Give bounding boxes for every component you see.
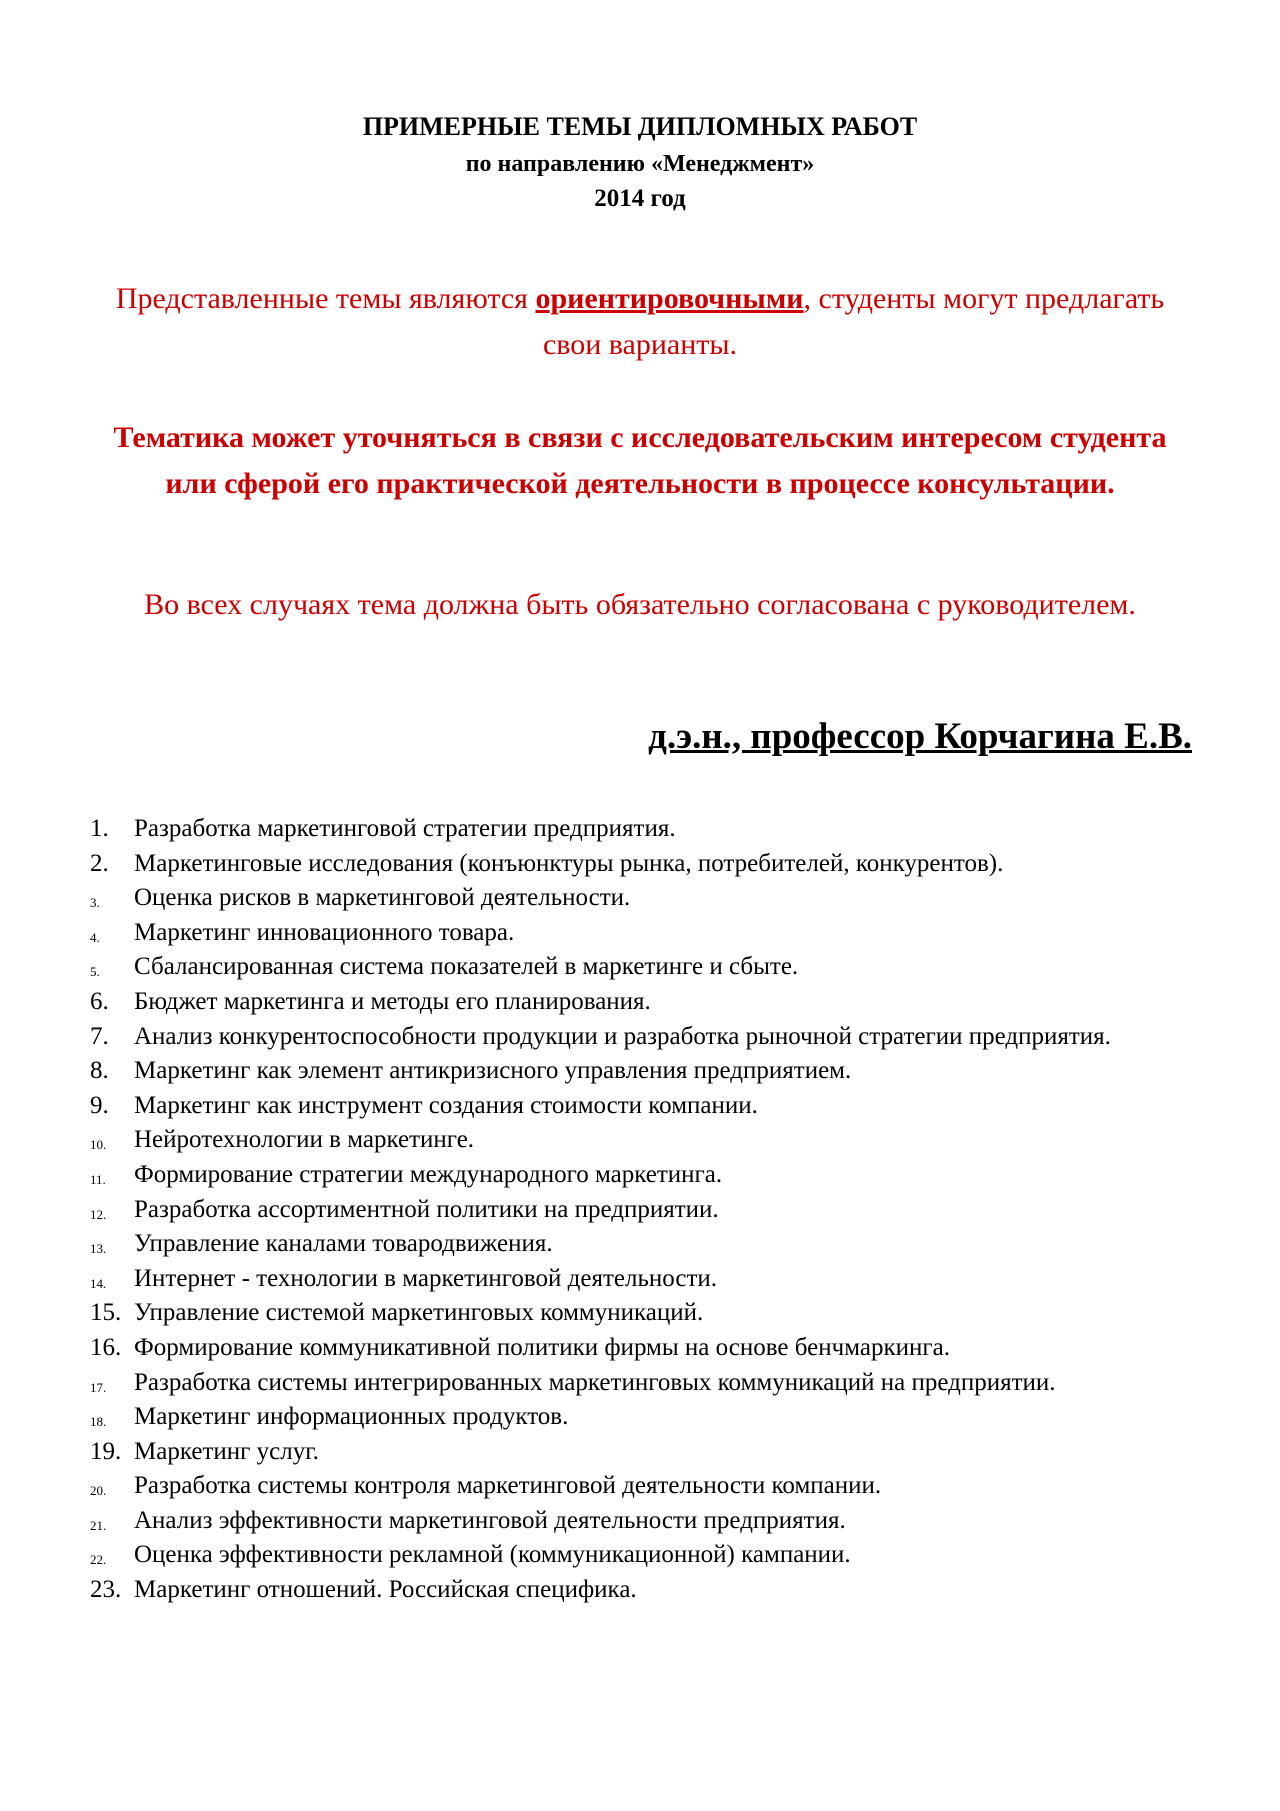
- list-item-text: Нейротехнологии в маркетинге.: [134, 1126, 475, 1154]
- list-item-number: 15.: [90, 1299, 122, 1327]
- list-item: [90, 1020, 1192, 1055]
- list-item: [90, 1123, 1192, 1158]
- list-item: [90, 847, 1192, 882]
- list-item-text: Оценка эффективности рекламной (коммуникационной) кампании.: [134, 1541, 851, 1569]
- list-item-number: 3.: [90, 895, 100, 911]
- list-item-text: Анализ эффективности маркетинговой деятельности предприятия.: [134, 1506, 846, 1534]
- list-item-text: Маркетинг услуг.: [134, 1437, 319, 1465]
- list-item: [90, 1262, 1192, 1297]
- note-orientation: [95, 276, 1185, 368]
- list-item-number: 21.: [90, 1517, 107, 1533]
- list-item-number: 4.: [90, 929, 100, 945]
- list-item: [90, 1504, 1192, 1539]
- list-item-text: Маркетинговые исследования (конъюнктуры рынка, потребителей, конкурентов).: [134, 849, 1004, 877]
- list-item-text: Маркетинг как инструмент создания стоимости компании.: [134, 1091, 758, 1119]
- list-item: [90, 1089, 1192, 1124]
- list-item-number: 19.: [90, 1437, 122, 1465]
- list-item-number: 7.: [90, 1022, 109, 1050]
- list-item-text: Интернет - технологии в маркетинговой деятельности.: [134, 1264, 718, 1292]
- list-item: [90, 1331, 1192, 1366]
- list-item: [90, 1538, 1192, 1573]
- list-item-number: 12.: [90, 1206, 107, 1222]
- list-item-number: 16.: [90, 1333, 122, 1361]
- list-item: [90, 1469, 1192, 1504]
- list-item-text: Формирование стратегии международного маркетинга.: [134, 1160, 723, 1188]
- list-item-text: Маркетинг информационных продуктов.: [134, 1403, 569, 1431]
- list-item-number: 1.: [90, 815, 109, 842]
- list-item: [90, 950, 1192, 985]
- list-item-number: 13.: [90, 1241, 107, 1257]
- list-item-number: 5.: [90, 964, 100, 980]
- list-item: [90, 1400, 1192, 1435]
- list-item-number: 8.: [90, 1057, 109, 1085]
- list-item-number: 9.: [90, 1091, 109, 1119]
- list-item-text: Бюджет маркетинга и методы его планирования.: [134, 987, 651, 1015]
- list-item: [90, 1366, 1192, 1401]
- list-item-text: Сбалансированная система показателей в маркетинге и сбыте.: [134, 953, 799, 981]
- list-item: [90, 1054, 1192, 1089]
- list-item-text: Оценка рисков в маркетинговой деятельности.: [134, 884, 631, 912]
- document-title: ПРИМЕРНЫЕ ТЕМЫ ДИПЛОМНЫХ РАБОТ: [362, 112, 918, 141]
- list-item-text: Маркетинг как элемент антикризисного управления предприятием.: [134, 1057, 852, 1085]
- document-subtitle: по направлению «Менеджмент»: [465, 151, 815, 177]
- list-item-number: 14.: [90, 1275, 107, 1291]
- list-item: [90, 1296, 1192, 1331]
- list-item-text: Анализ конкурентоспособности продукции и разработка рыночной стратегии предприятия.: [134, 1022, 1111, 1050]
- note-orientation-before: Представленные темы являются: [115, 282, 536, 315]
- list-item: [90, 1573, 1192, 1608]
- list-item-text: Разработка системы интегрированных маркетинговых коммуникаций на предприятии.: [134, 1368, 1056, 1396]
- list-item-text: Маркетинг отношений. Российская специфика.: [134, 1576, 637, 1604]
- note-orientation-emphasis: ориентировочными: [535, 282, 804, 315]
- list-item-number: 11.: [90, 1171, 106, 1187]
- list-item-number: 6.: [90, 987, 109, 1015]
- list-item: [90, 1227, 1192, 1262]
- list-item: [90, 812, 1192, 847]
- topics-list: [90, 812, 1192, 1608]
- list-item: [90, 881, 1192, 916]
- list-item-number: 2.: [90, 849, 109, 877]
- list-item-text: Формирование коммуникативной политики фирмы на основе бенчмаркинга.: [134, 1333, 950, 1361]
- list-item: [90, 1158, 1192, 1193]
- list-item-text: Разработка ассортиментной политики на предприятии.: [134, 1195, 719, 1223]
- list-item-number: 20.: [90, 1483, 107, 1499]
- list-item-text: Разработка маркетинговой стратегии предприятия.: [134, 815, 676, 842]
- list-item-number: 22.: [90, 1552, 107, 1568]
- list-item: [90, 1435, 1192, 1470]
- list-item-number: 18.: [90, 1414, 107, 1430]
- list-item-number: 23.: [90, 1576, 122, 1604]
- note-topic-refinement: Тематика может уточняться в связи с исследовательским интересом студента или сферой его практической деятельности в процессе консультации.: [113, 421, 1167, 500]
- list-item-text: Управление системой маркетинговых коммуникаций.: [134, 1299, 704, 1327]
- list-item-text: Управление каналами товародвижения.: [134, 1230, 553, 1258]
- author-signature: д.э.н., профессор Корчагина Е.В.: [648, 716, 1192, 757]
- list-item: [90, 916, 1192, 951]
- list-item: [90, 1193, 1192, 1228]
- note-supervisor-approval: Во всех случаях тема должна быть обязательно согласована с руководителем.: [144, 588, 1136, 621]
- list-item-number: 10.: [90, 1137, 107, 1153]
- document-year: 2014 год: [594, 185, 686, 212]
- list-item-text: Маркетинг инновационного товара.: [134, 918, 515, 946]
- list-item-text: Разработка системы контроля маркетинговой деятельности компании.: [134, 1472, 882, 1500]
- list-item: [90, 985, 1192, 1020]
- note-orientation-after: , студенты могут предлагать свои варианты.: [542, 282, 1165, 361]
- list-item-number: 17.: [90, 1379, 107, 1395]
